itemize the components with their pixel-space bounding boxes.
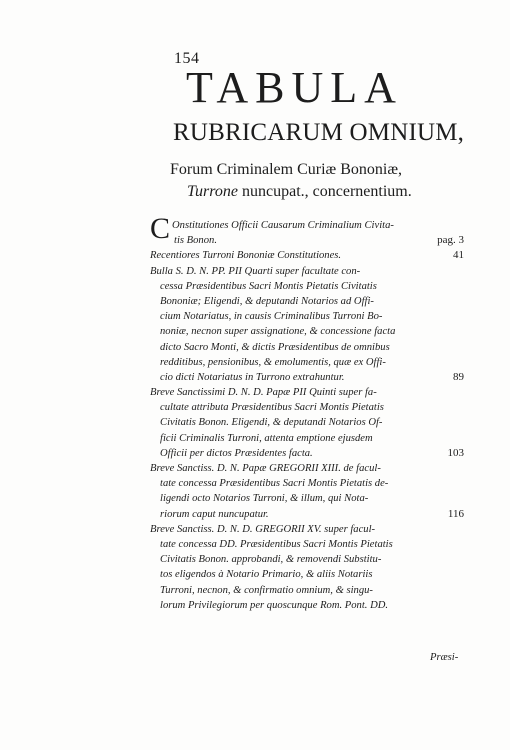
page-reference: 41: [453, 249, 464, 262]
entry-text: riorum caput nuncupatur.: [160, 508, 269, 520]
entry-line: [150, 461, 470, 476]
entry-text: tos eligendos à Notario Primario, & aliis Notariis: [160, 569, 373, 581]
entry-text: Onstitutiones Officii Causarum Criminalium Civita-: [172, 220, 394, 231]
entry-text: Turroni, necnon, & confirmatio omnium, & singu-: [160, 584, 373, 596]
entry-line: [150, 415, 470, 430]
entry-text: Breve Sanctiss. D. N. D. GREGORII XV. super facul-: [150, 523, 376, 535]
entry-text: redditibus, pensionibus, & emolumentis, quæ ex Offi-: [160, 356, 386, 368]
drop-cap: C: [150, 212, 171, 245]
entry-line: [150, 233, 470, 248]
entry-line: [150, 340, 470, 355]
entry-line: [150, 552, 470, 567]
entry-line: [150, 279, 470, 294]
entry-text: Breve Sanctiss. D. N. Papæ GREGORII XIII. de facul-: [150, 463, 381, 474]
entry-line: [150, 446, 470, 461]
entry-text: noniæ, necnon super assignatione, & concessione facta: [160, 326, 396, 338]
entry-text: ficii Criminalis Turroni, attenta emptione ejusdem: [160, 432, 373, 444]
entry-text: tate concessa DD. Præsidentibus Sacri Montis Pietatis: [160, 538, 393, 550]
entry-text: ligendi octo Notarios Turroni, & illum, qui Nota-: [160, 493, 369, 505]
page-reference: 103: [447, 446, 464, 459]
page-reference: pag. 3: [437, 234, 464, 247]
entry-text: cium Notariatus, in causis Criminalibus Turroni Bo-: [160, 311, 383, 323]
entry-line: [150, 522, 470, 537]
entry-line: [150, 583, 470, 598]
page-subtitle: RUBRICARUM OMNIUM,: [173, 119, 465, 146]
entry-line: [150, 537, 470, 552]
entry-line: [150, 491, 470, 506]
entry-line: [150, 248, 470, 263]
entries-list: [150, 212, 470, 613]
entry-line: [150, 385, 470, 400]
entry-text: Civitatis Bonon. Eligendi, & deputandi Notarios Of-: [160, 417, 383, 429]
heading-line-1: Forum Criminalem Curiæ Bononiæ,: [170, 161, 403, 178]
entry-text: dicto Sacro Monti, & dictis Præsidentibus de omnibus: [160, 341, 390, 353]
entry-line: [150, 476, 470, 491]
entry-line: [150, 264, 470, 279]
page-reference: 116: [447, 507, 464, 520]
entry-line: [150, 507, 470, 522]
page-number: 154: [174, 50, 200, 67]
entry-line: [150, 400, 470, 415]
entry-text: cessa Præsidentibus Sacri Montis Pietatis Civitatis: [160, 280, 377, 292]
entry-line: [150, 309, 470, 324]
entry-line: [150, 370, 470, 385]
entry-text: lorum Privilegiorum per quoscunque Rom. Pont. DD.: [160, 599, 389, 611]
list-item: [150, 264, 470, 386]
entry-text: Civitatis Bonon. approbandi, & removendi Substitu-: [160, 554, 382, 566]
entry-text: Officii per dictos Præsidentes facta.: [160, 447, 313, 459]
list-item: [150, 461, 470, 522]
entry-text: cio dicti Notariatus in Turrono extrahuntur.: [160, 371, 345, 383]
list-item: [150, 522, 470, 613]
entry-text: Breve Sanctissimi D. N. D. Papæ PII Quinti super fa-: [150, 387, 377, 399]
entry-line: [150, 431, 470, 446]
catchword: Præsi-: [430, 652, 459, 663]
entry-line: [150, 218, 470, 233]
entry-line: [150, 567, 470, 582]
list-item: [150, 248, 470, 263]
list-item: [150, 385, 470, 461]
heading-turrone: Turrone: [187, 183, 238, 200]
entry-text: Recentiores Turroni Bononiæ Constitutiones.: [150, 250, 342, 262]
entry-line: [150, 324, 470, 339]
entry-text: Bononiæ; Eligendi, & deputandi Notarios ad Offi-: [160, 295, 374, 307]
entry-line: [150, 598, 470, 613]
heading-rest: nuncupat., concernentium.: [237, 183, 412, 200]
entry-text: tate concessa Præsidentibus Sacri Montis Pietatis de-: [160, 478, 389, 490]
page-title: TABULA: [186, 63, 403, 112]
entry-line: [150, 294, 470, 309]
list-item: [150, 212, 470, 248]
page-reference: 89: [453, 370, 464, 383]
entry-text: cultate attributa Præsidentibus Sacri Montis Pietatis: [160, 402, 384, 414]
entry-line: [150, 355, 470, 370]
heading-line-2: [187, 184, 412, 200]
entry-text: Bulla S. D. N. PP. PII Quarti super facultate con-: [150, 265, 361, 277]
entry-text: tis Bonon.: [174, 235, 217, 247]
